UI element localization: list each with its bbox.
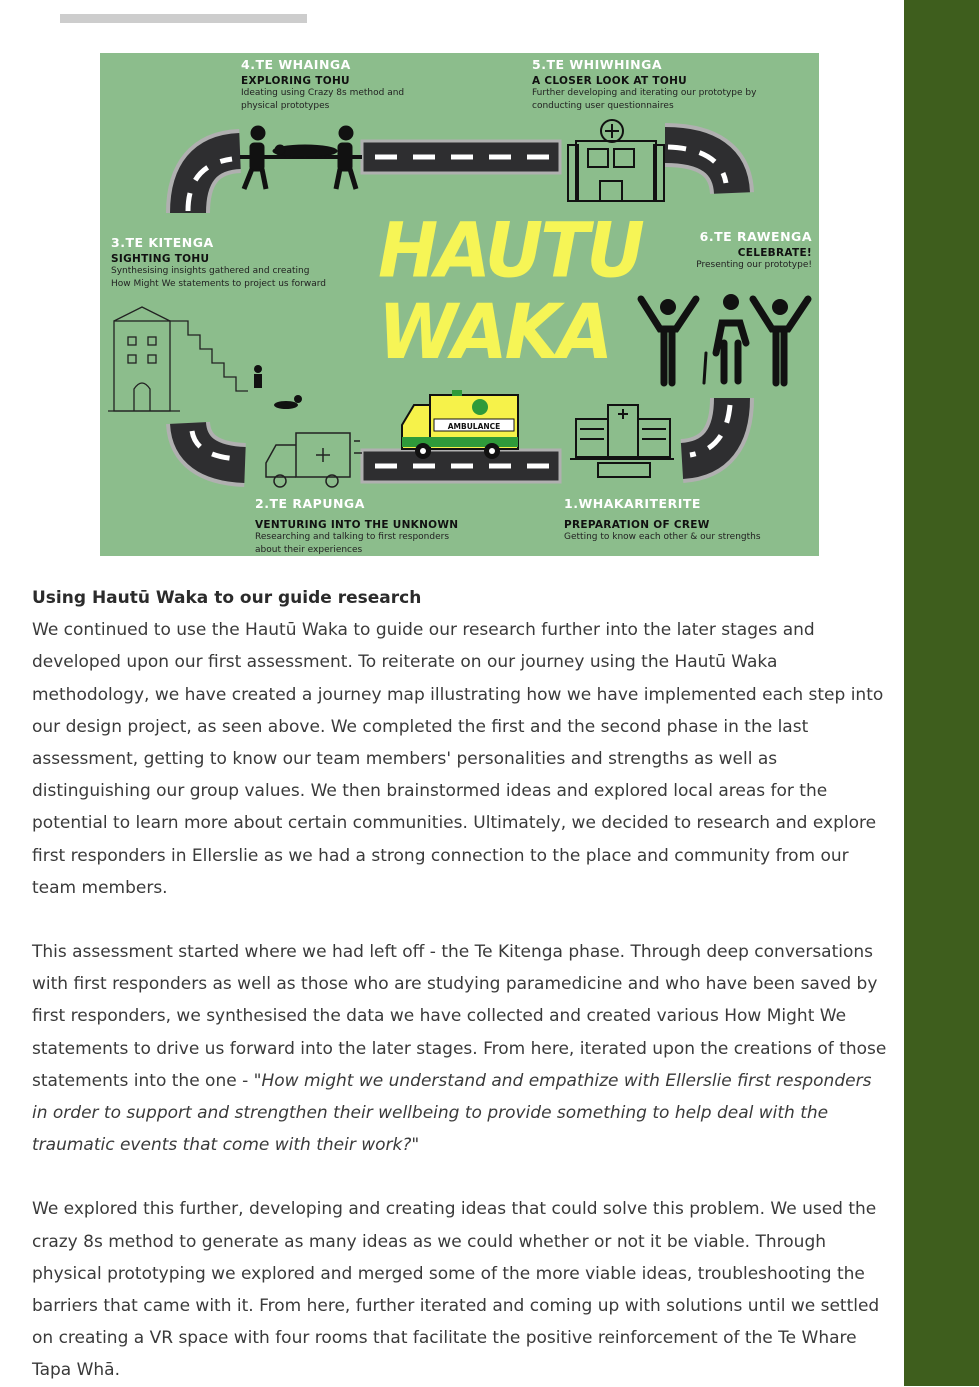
stage-3 xyxy=(111,235,326,291)
paragraph-3: We explored this further, developing and creating ideas that could solve this problem. We used the crazy 8s method to generate as many ideas as we could whether or not it be viable. Through physical prototyping we explored and merged some of the more viable ideas, troubleshooting the barriers that came with it. From here, further iterated and coming up with solutions until we settled on creating a VR space with four rooms that facilitate the positive reinforcement of the Te Whare Tapa Whā. xyxy=(32,1199,880,1381)
stage-1-subtitle: PREPARATION OF CREW xyxy=(564,519,710,531)
stage-4 xyxy=(241,57,404,113)
stage-4-desc-line1: Ideating using Crazy 8s method and xyxy=(241,88,405,98)
road-top-left xyxy=(188,151,240,213)
stage-2-desc-line1: Researching and talking to first responders xyxy=(255,532,450,542)
article-heading: Using Hautū Waka to our guide research xyxy=(32,588,422,608)
stage-1-number: 1.WHAKARITERITE xyxy=(564,496,701,511)
stage-5 xyxy=(532,57,756,113)
stage-1 xyxy=(564,496,761,544)
paragraph-2-end: " xyxy=(411,1135,420,1156)
road-bottom-left xyxy=(188,423,245,465)
stage-2-subtitle: VENTURING INTO THE UNKNOWN xyxy=(255,519,459,531)
falling-person-icon xyxy=(254,365,302,409)
hautu-waka-journey-map xyxy=(100,53,819,556)
celebrating-people-icon xyxy=(641,294,808,383)
stage-2-desc-line2: about their experiences xyxy=(255,545,363,555)
stage-4-number: 4.TE WHAINGA xyxy=(241,57,351,72)
stage-6 xyxy=(696,229,812,272)
stage-5-desc-line1: Further developing and iterating our prototype by xyxy=(532,88,757,98)
road-top-center xyxy=(362,141,560,173)
paragraph-1: We continued to use the Hautū Waka to guide our research further into the later stages and developed upon our first assessment. To reiterate on our journey using the Hautū Waka methodology, we have created a journey map illustrating how we have implemented each step into our design project, as seen above. We completed the first and the second phase in the last assessment, getting to know our team members' personalities and strengths as well as distinguishing our group values. We then brainstormed ideas and explored local areas for the potential to learn more about certain communities. Ultimately, we decided to research and explore first responders in Ellerslie as we had a strong connection to the place and community from our team members. xyxy=(32,620,884,898)
article-body xyxy=(32,582,892,1387)
stage-1-desc-line1: Getting to know each other & our strengths xyxy=(564,532,761,542)
stage-6-subtitle: CELEBRATE! xyxy=(737,247,812,259)
stage-5-desc-line2: conducting user questionnaires xyxy=(532,101,674,111)
ambulance-label: AMBULANCE xyxy=(447,422,501,431)
stage-3-desc-line2: How Might We statements to project us forward xyxy=(111,279,326,289)
stage-6-desc-line1: Presenting our prototype! xyxy=(696,260,812,270)
title-line-1: HAUTU xyxy=(378,205,642,295)
stretcher-carriers-icon xyxy=(240,126,362,189)
road-bottom-right xyxy=(682,398,732,461)
side-color-strip xyxy=(904,0,979,1386)
stairs-building-icon xyxy=(108,307,248,411)
stage-3-number: 3.TE KITENGA xyxy=(111,235,214,250)
title-line-2: WAKA xyxy=(378,287,611,377)
road-bottom-center xyxy=(362,450,560,482)
stage-5-number: 5.TE WHIWHINGA xyxy=(532,57,663,72)
ambulance-sketch-icon xyxy=(266,433,362,487)
hmw-quote: How might we understand and empathize with Ellerslie first responders in order to support and strengthen their wellbeing to provide something to help deal with the traumatic events that come with their work? xyxy=(32,1070,872,1156)
yellow-ambulance-icon xyxy=(402,390,518,459)
hospital-building-icon xyxy=(568,120,664,201)
stage-2-number: 2.TE RAPUNGA xyxy=(255,496,365,511)
hautu-waka-title xyxy=(378,205,642,377)
top-divider-bar xyxy=(60,14,307,23)
paragraph-2-start: This assessment started where we had left off - the Te Kitenga phase. Through deep conversations with first responders as well as those who are studying paramedicine and who have been saved by first responders, we synthesised the data we have collected and created various How Might We statements to drive us forward into the later stages. From here, iterated upon the creations of those statements into the one - " xyxy=(32,942,887,1091)
stage-3-subtitle: SIGHTING TOHU xyxy=(111,253,210,265)
stage-2 xyxy=(255,496,458,556)
paragraph-2 xyxy=(32,936,892,1161)
stage-3-desc-line1: Synthesising insights gathered and creating xyxy=(111,266,310,276)
stage-5-subtitle: A CLOSER LOOK AT TOHU xyxy=(532,75,687,87)
road-top-right xyxy=(665,145,732,193)
stage-6-number: 6.TE RAWENGA xyxy=(699,229,812,244)
hospital-complex-icon xyxy=(570,405,674,477)
stage-4-subtitle: EXPLORING TOHU xyxy=(241,75,350,87)
stage-4-desc-line2: physical prototypes xyxy=(241,101,330,111)
